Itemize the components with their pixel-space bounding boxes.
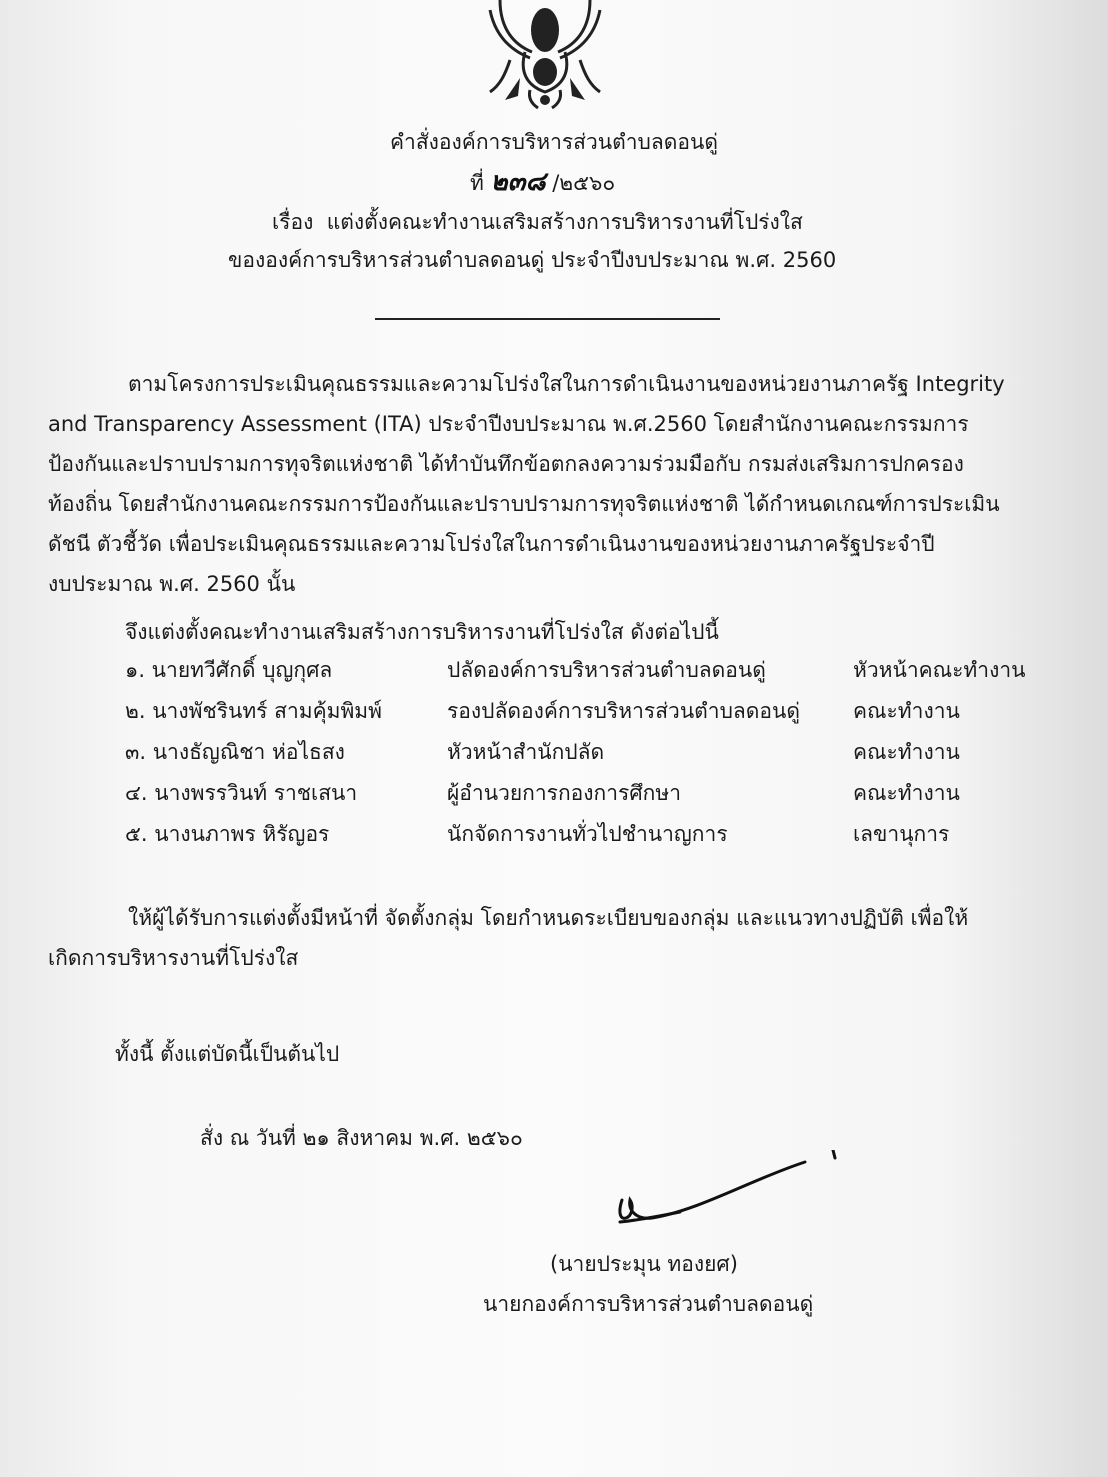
- effective-statement: ทั้งนี้ ตั้งแต่บัดนี้เป็นต้นไป: [115, 1042, 340, 1066]
- member-position: นักจัดการงานทั่วไปชำนาญการ: [447, 822, 728, 846]
- member-name: ๕. นางนภาพร หิรัญอร: [125, 822, 330, 846]
- member-position: หัวหน้าสำนักปลัด: [447, 740, 605, 764]
- signatory-title: นายกองค์การบริหารส่วนตำบลดอนดู่: [483, 1292, 814, 1316]
- duty-paragraph: [48, 898, 1078, 978]
- subject-line-1: [272, 208, 803, 236]
- order-number-handwritten: ๒๓๘: [490, 167, 546, 197]
- member-row: [125, 816, 1085, 852]
- intro-line: ท้องถิ่น โดยสำนักงานคณะกรรมการป้องกันและปราบปรามการทุจริตแห่งชาติ ได้กำหนดเกณฑ์การประเมิน: [48, 492, 1000, 516]
- member-position: ผู้อำนวยการกองการศึกษา: [447, 781, 681, 805]
- member-row: [125, 734, 1085, 770]
- signatory-name: (นายประมุน ทองยศ): [550, 1252, 738, 1276]
- handwritten-signature: [600, 1150, 850, 1230]
- intro-line: and Transparency Assessment (ITA) ประจำปีงบประมาณ พ.ศ.2560 โดยสำนักงานคณะกรรมการ: [48, 412, 969, 436]
- subject-label: เรื่อง: [272, 210, 314, 234]
- header-divider: [375, 318, 720, 320]
- duty-line: เกิดการบริหารงานที่โปร่งใส: [48, 946, 299, 970]
- member-role: คณะทำงาน: [853, 699, 960, 723]
- member-role: หัวหน้าคณะทำงาน: [853, 658, 1026, 682]
- intro-paragraph: [48, 364, 1078, 604]
- intro-line: งบประมาณ พ.ศ. 2560 นั้น: [48, 572, 296, 596]
- member-role: คณะทำงาน: [853, 740, 960, 764]
- order-number-prefix: ที่: [470, 171, 484, 195]
- member-name: ๔. นางพรรวินท์ ราชเสนา: [125, 781, 358, 805]
- intro-line: ดัชนี ตัวชี้วัด เพื่อประเมินคุณธรรมและความโปร่งใสในการดำเนินงานของหน่วยงานภาครัฐประจำปี: [48, 532, 935, 556]
- subject-line-2: ขององค์การบริหารส่วนตำบลดอนดู่ ประจำปีงบประมาณ พ.ศ. 2560: [228, 248, 837, 272]
- member-name: ๒. นางพัชรินทร์ สามคุ้มพิมพ์: [125, 699, 382, 723]
- duty-line: ให้ผู้ได้รับการแต่งตั้งมีหน้าที่ จัดตั้งกลุ่ม โดยกำหนดระเบียบของกลุ่ม และแนวทางปฏิบัติ เพื่อให้: [128, 906, 969, 930]
- intro-line: ป้องกันและปราบปรามการทุจริตแห่งชาติ ได้ทำบันทึกข้อตกลงความร่วมมือกับ กรมส่งเสริมการปกครอง: [48, 452, 964, 476]
- appointment-statement: จึงแต่งตั้งคณะทำงานเสริมสร้างการบริหารงานที่โปร่งใส ดังต่อไปนี้: [125, 620, 719, 644]
- member-row: [125, 693, 1085, 729]
- document-title: คำสั่งองค์การบริหารส่วนตำบลดอนดู่: [390, 130, 718, 154]
- order-number: [470, 168, 615, 197]
- subject-text: แต่งตั้งคณะทำงานเสริมสร้างการบริหารงานที่โปร่งใส: [326, 210, 803, 234]
- member-name: ๓. นางธัญณิชา ห่อไธสง: [125, 740, 345, 764]
- intro-line: ตามโครงการประเมินคุณธรรมและความโปร่งใสในการดำเนินงานของหน่วยงานภาครัฐ Integrity: [128, 372, 1005, 396]
- order-date: สั่ง ณ วันที่ ๒๑ สิงหาคม พ.ศ. ๒๕๖๐: [200, 1126, 523, 1150]
- member-row: [125, 652, 1085, 688]
- member-role: คณะทำงาน: [853, 781, 960, 805]
- order-number-suffix: /๒๕๖๐: [552, 171, 616, 195]
- member-position: ปลัดองค์การบริหารส่วนตำบลดอนดู่: [447, 658, 766, 682]
- garuda-emblem-icon: [470, 0, 620, 112]
- member-name: ๑. นายทวีศักดิ์ บุญกุศล: [125, 658, 333, 682]
- member-position: รองปลัดองค์การบริหารส่วนตำบลดอนดู่: [447, 699, 801, 723]
- member-row: [125, 775, 1085, 811]
- member-role: เลขานุการ: [853, 822, 950, 846]
